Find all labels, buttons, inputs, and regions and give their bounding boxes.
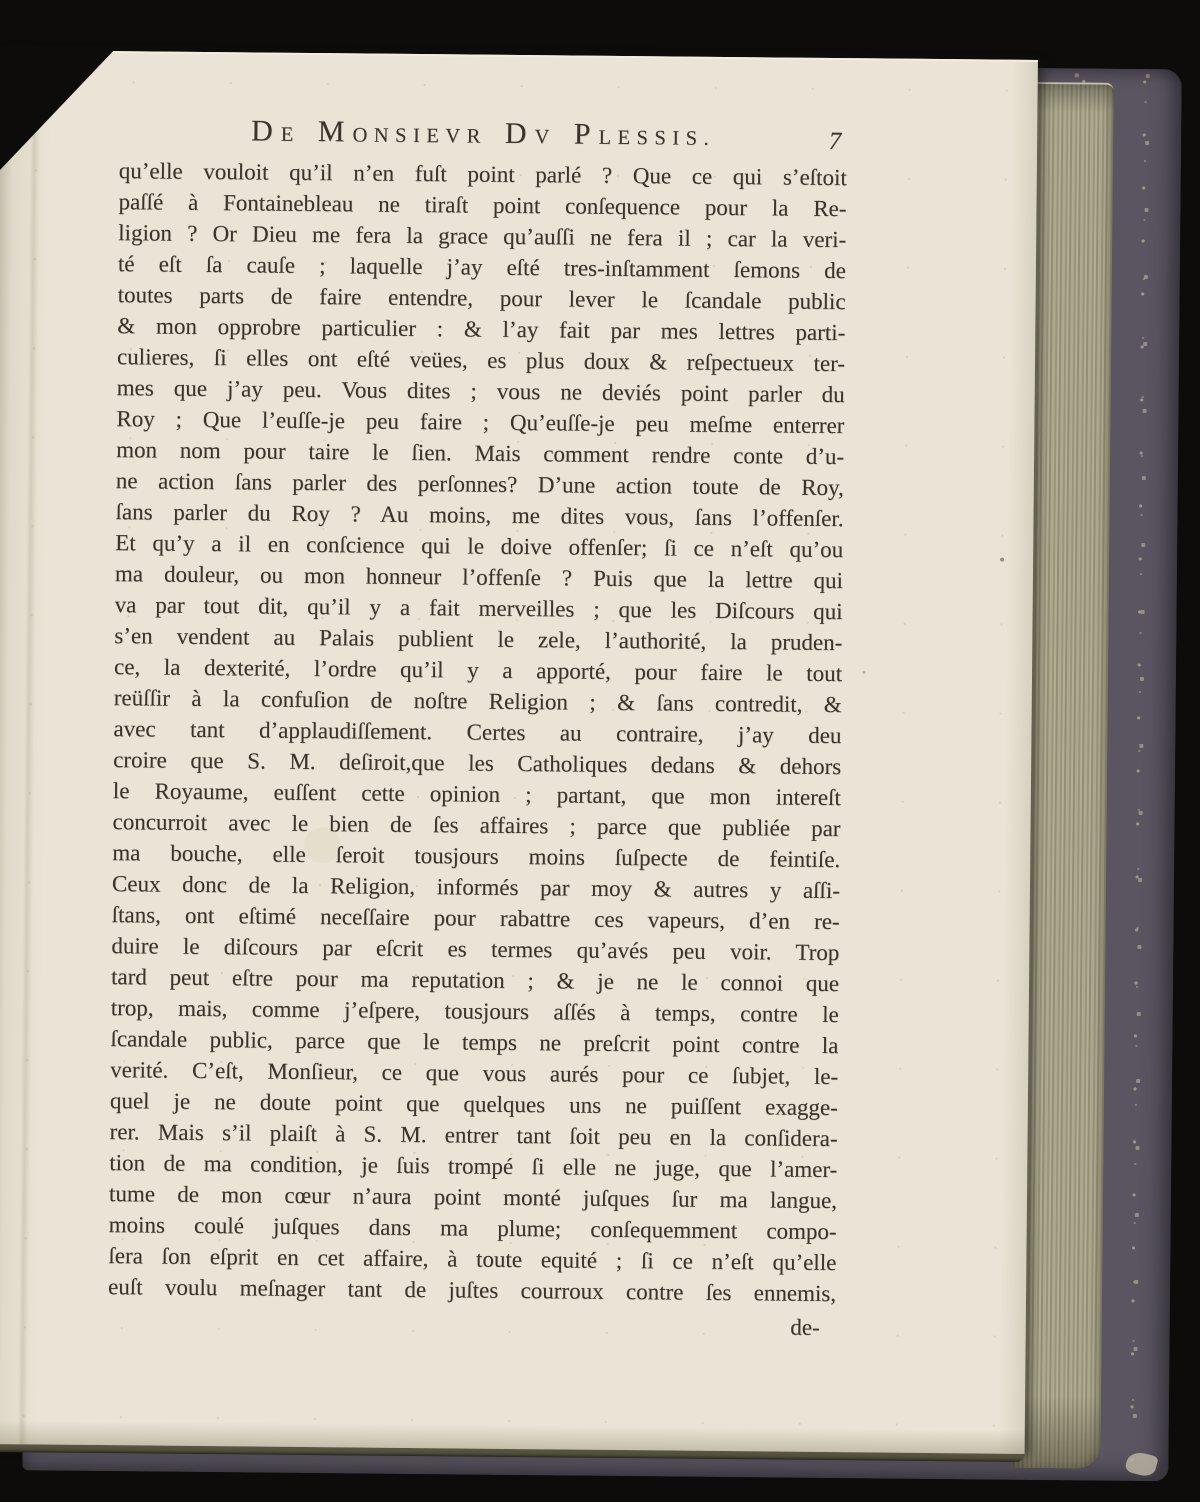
text-line: ſcandale public, parce que le temps ne preſcrit point contre la <box>110 1026 839 1059</box>
cover-corner-damage <box>1124 1450 1159 1479</box>
text-line: moins coulé juſques dans ma plume; conſequemment compo- <box>108 1212 837 1245</box>
header-title <box>119 113 847 154</box>
text-line: Ceux donc de la Religion, informés par moy & autres y aſſi- <box>111 871 841 904</box>
text-line: ne action ſans parler des perſonnes? D’une action toute de Roy, <box>115 468 844 501</box>
body-text <box>108 155 847 1309</box>
text-line: concurroit avec le bien de ſes affaires ; parce que publiée par <box>112 809 841 842</box>
text-line: le Royaume, euſſent cette opinion ; partant, que mon intereſt <box>112 778 841 811</box>
text-line: croire que S. M. deſiroit,que les Catholiques dedans & dehors <box>113 747 842 780</box>
text-line: va par tout dit, qu’il y a fait merveilles ; que les Diſcours qui <box>114 592 843 625</box>
text-line: quel je ne doute point que quelques uns ne puiſſent exagge- <box>109 1088 838 1121</box>
text-line: duire le diſcours par eſcrit es termes qu’avés peu voir. Trop <box>111 933 840 966</box>
text-line: avec tant d’applaudiſſement. Certes au contraire, j’ay deu <box>113 716 842 749</box>
page-number: 7 <box>828 127 842 156</box>
text-line: s’en vendent au Palais publient le zele, l’authorité, la pruden- <box>114 623 843 656</box>
text-line: mes que j’ay peu. Vous dites ; vous ne deviés point parler du <box>116 375 845 408</box>
text-line: & mon opprobre particulier : & l’ay fait par mes lettres parti- <box>117 313 846 346</box>
text-line: mon nom pour taire le ſien. Mais comment rendre conte d’u- <box>116 437 845 470</box>
text-line: ſtans, ont eſtimé neceſſaire pour rabattre ces vapeurs, d’en re- <box>111 902 840 935</box>
text-line: Roy ; Que l’euſſe-je peu faire ; Qu’euſſe-je peu meſme enterrer <box>116 406 845 439</box>
text-line: ma douleur, ou mon honneur l’offenſe ? Puis que la lettre qui <box>114 561 844 594</box>
header-word: DE <box>250 114 300 148</box>
text-line: ligion ? Or Dieu me fera la grace qu’auſſi ne fera il ; car la veri- <box>118 220 847 253</box>
text-line: ſera ſon eſprit en cet affaire, à toute equité ; ſi ce n’eſt qu’elle <box>108 1243 837 1276</box>
text-line: tion de ma condition, je ſuis trompé ſi elle ne juge, que l’amer- <box>109 1150 838 1183</box>
text-line: ce, la dexterité, l’ordre qu’il y a apporté, pour faire le tout <box>113 654 843 687</box>
text-line: trop, mais, comme j’eſpere, tousjours aſſés à temps, contre le <box>110 995 839 1028</box>
text-line: toutes parts de faire entendre, pour lever le ſcandale public <box>117 282 846 315</box>
text-line: verité. C’eſt, Monſieur, ce que vous aurés pour ce ſubjet, le- <box>110 1057 839 1090</box>
text-line: tard peut eſtre pour ma reputation ; & je ne le connoi que <box>110 964 840 997</box>
text-line: culieres, ſi elles ont eſté veües, es plus doux & reſpectueux ter- <box>116 344 846 377</box>
book-page <box>0 50 1038 1454</box>
text-line: euſt voulu meſnager tant de juſtes courroux contre ſes ennemis, <box>107 1274 837 1307</box>
text-line: tume de mon cœur n’aura point monté juſques ſur ma langue, <box>108 1181 838 1214</box>
text-line: reüſſir à la confuſion de noſtre Religion ; & ſans contredit, & <box>113 685 842 718</box>
text-line: qu’elle vouloit qu’il n’en fuſt point parlé ? Que ce qui s’eſtoit <box>118 158 847 191</box>
text-line: ſans parler du Roy ? Au moins, me dites vous, ſans l’offenſer. <box>115 499 844 532</box>
text-line: paſſé à Fontainebleau ne tiraſt point conſequence pour la Re- <box>118 189 847 222</box>
text-line: Et qu’y a il en conſcience qui le doive offenſer; ſi ce n’eſt qu’ou <box>115 530 844 563</box>
text-line: té eſt ſa cauſe ; laquelle j’ay eſté tres-inſtamment ſemons de <box>117 251 847 284</box>
text-line: rer. Mais s’il plaiſt à S. M. entrer tant ſoit peu en la conſidera- <box>109 1119 838 1152</box>
text-line: ma bouche, elle ſeroit tousjours moins ſuſpecte de feintiſe. <box>112 840 841 873</box>
catchword: de- <box>790 1314 820 1340</box>
header-word: PLESSIS. <box>573 117 716 151</box>
book <box>0 48 1200 1489</box>
header-word: MONSIEVR <box>317 115 487 149</box>
header-word: DV <box>504 116 556 151</box>
